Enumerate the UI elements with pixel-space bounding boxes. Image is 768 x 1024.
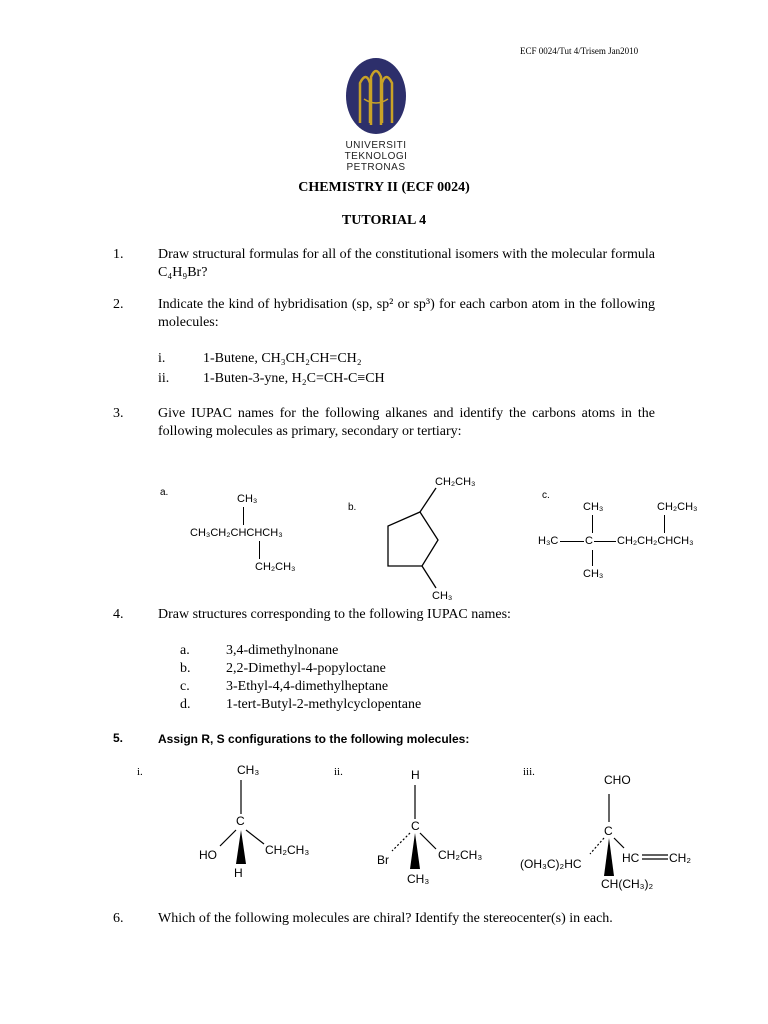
- list-item-number: ii.: [158, 371, 170, 386]
- cyclopentane-ring: [380, 480, 470, 600]
- header-reference: ECF 0024/Tut 4/Trisem Jan2010: [520, 46, 639, 56]
- question-text: Indicate the kind of hybridisation (sp, sp² or sp³) for each carbon atom in the following molecules:: [158, 297, 655, 330]
- bond-line: [592, 550, 593, 566]
- substituent-top: CH₂CH₃: [435, 476, 476, 488]
- substituent-left: (OH₃C)₂HC: [520, 857, 582, 871]
- central-carbon: C: [236, 814, 245, 828]
- page-title: CHEMISTRY II (ECF 0024): [298, 180, 470, 195]
- substituent-top: CH₃: [237, 493, 258, 505]
- structure-label: b.: [348, 502, 357, 513]
- bond-line: [592, 515, 593, 533]
- substituent-right-terminal: CH₂: [669, 851, 691, 865]
- structure-label: iii.: [523, 766, 535, 778]
- question-number: 2.: [113, 297, 124, 312]
- stereo-bonds: [370, 775, 483, 875]
- substituent-bottom: CH₃: [407, 872, 430, 886]
- list-item-number: b.: [180, 661, 191, 676]
- list-item-number: a.: [180, 643, 190, 658]
- substituent-top: CHO: [604, 773, 631, 787]
- substituent-left: Br: [377, 853, 389, 867]
- question-text: Which of the following molecules are chiral? Identify the stereocenter(s) in each.: [158, 911, 613, 926]
- question-number: 6.: [113, 911, 124, 926]
- substituent-bottom: H: [234, 866, 243, 880]
- central-carbon: C: [604, 824, 613, 838]
- list-item: 3-Ethyl-4,4-dimethylheptane: [226, 679, 389, 694]
- list-item-number: d.: [180, 697, 191, 712]
- stereo-bonds: [560, 780, 690, 880]
- substituent-top: CH₃: [583, 501, 604, 513]
- list-item: 3,4-dimethylnonane: [226, 643, 339, 658]
- structure-label: a.: [160, 487, 169, 498]
- list-item: 1-Buten-3-yne, H₂C=CH-C≡CH: [203, 371, 385, 386]
- substituent-right: HC: [622, 851, 640, 865]
- list-item: 2,2-Dimethyl-4-popyloctane: [226, 661, 386, 676]
- question-text: Draw structures corresponding to the following IUPAC names:: [158, 607, 511, 622]
- substituent-bottom: CH₃: [432, 590, 453, 602]
- substituent-top: H: [411, 768, 420, 782]
- question-number: 4.: [113, 607, 124, 622]
- substituent-left: HO: [199, 848, 217, 862]
- substituent-top: CH₂CH₃: [657, 501, 698, 513]
- page-subtitle: TUTORIAL 4: [341, 213, 427, 228]
- substituent-left: H₃C: [538, 535, 559, 547]
- main-chain: CH₃CH₂CHCHCH₃: [190, 527, 283, 539]
- list-item: 1-tert-Butyl-2-methylcyclopentane: [226, 697, 422, 712]
- list-item-number: c.: [180, 679, 190, 694]
- central-carbon: C: [585, 535, 593, 547]
- stereo-bonds: [190, 770, 300, 870]
- question-number: 1.: [113, 247, 124, 262]
- question-text: Draw structural formulas for all of the constitutional isomers with the molecular formula C₄H₉Br?: [158, 247, 655, 280]
- bond-line: [560, 541, 584, 542]
- substituent-right: CH₂CH₂CHCH₃: [617, 535, 694, 547]
- substituent-bottom: CH₂CH₃: [255, 561, 296, 573]
- bond-line: [243, 507, 244, 525]
- substituent-right: CH₂CH₃: [438, 848, 483, 862]
- question-number: 5.: [113, 731, 124, 745]
- university-logo: [340, 55, 412, 137]
- list-item: 1-Butene, CH₃CH₂CH=CH₂: [203, 351, 362, 366]
- bond-line: [664, 515, 665, 533]
- substituent-bottom: CH₃: [583, 568, 604, 580]
- logo-text: UNIVERSITI TEKNOLOGI PETRONAS: [344, 140, 408, 173]
- structure-label: c.: [542, 490, 550, 501]
- question-text: Give IUPAC names for the following alkanes and identify the carbons atoms in the following molecules as primary, secondary or tertiary:: [158, 406, 655, 439]
- question-number: 3.: [113, 406, 124, 421]
- structure-label: i.: [137, 766, 143, 778]
- list-item-number: i.: [158, 351, 166, 366]
- central-carbon: C: [411, 819, 420, 833]
- substituent-right: CH₂CH₃: [265, 843, 310, 857]
- question-text: Assign R, S configurations to the following molecules:: [158, 732, 470, 746]
- bond-line: [259, 541, 260, 559]
- bond-line: [594, 541, 616, 542]
- substituent-bottom: CH(CH₃)₂: [601, 877, 654, 891]
- structure-label: ii.: [334, 766, 343, 778]
- substituent-top: CH₃: [237, 763, 260, 777]
